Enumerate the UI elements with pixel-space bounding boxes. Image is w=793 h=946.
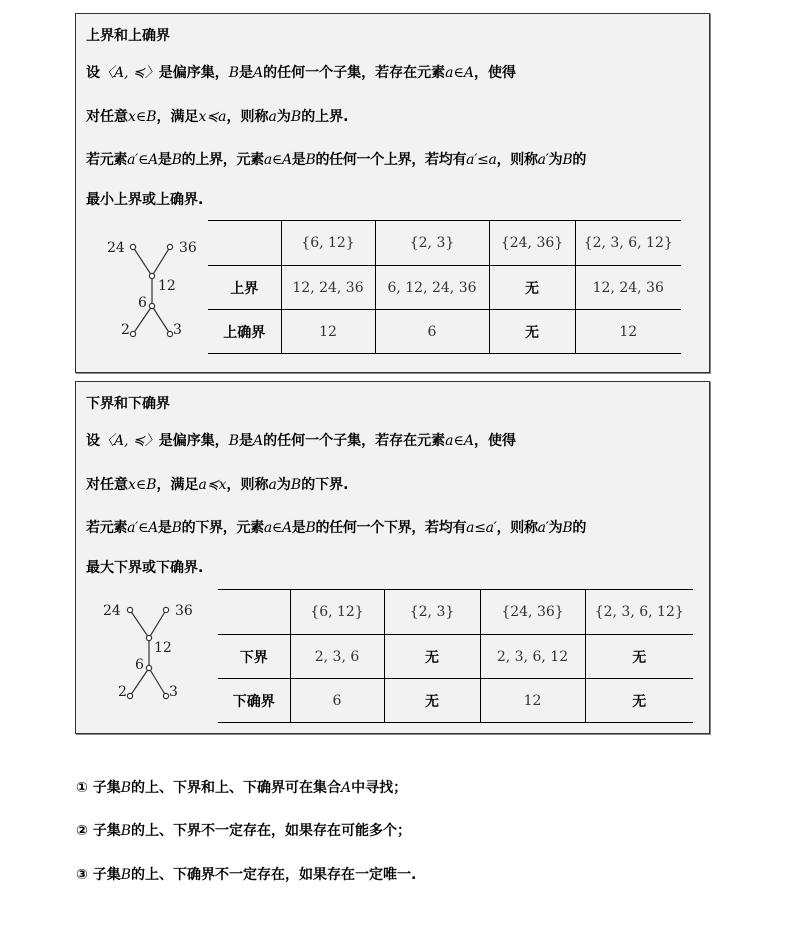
table-cell: 6 [290,679,384,723]
text: 的任何一个上界，若均有 [315,152,467,168]
table-header-cell [208,221,281,266]
math: B [171,152,182,168]
text: ，使得 [474,433,516,449]
math: a≼x [198,477,227,493]
table-row [208,310,681,354]
node-label: 36 [179,240,197,256]
text: 的上、下界不一定存在，如果存在可能多个； [131,823,412,839]
node-label: 12 [158,278,176,294]
table-cell: 12 [480,679,585,723]
math: a [268,109,277,125]
text: 的上界，元素 [181,152,264,168]
table-cell: 无 [585,635,693,679]
text: ，则称 [496,152,538,168]
text: 的上界. [301,109,349,125]
hasse-edge [133,247,152,276]
math: x∈B [128,477,157,493]
math: a′≤a [466,152,497,168]
text: 对任意 [86,477,128,493]
hasse-node [127,607,132,612]
math: A [253,65,264,81]
hasse-node [149,273,154,278]
hasse-edge [149,668,166,696]
note-item [76,777,407,797]
table-cell: 12 [575,310,681,354]
hasse-node [146,665,151,670]
math: a≤a′ [466,520,497,536]
math: a∈A [445,65,474,81]
math: B [171,520,182,536]
definition-line-4: 最大下界或下确界. [86,560,204,576]
math: a∈A [263,152,292,168]
table-cell: 2, 3, 6 [290,635,384,679]
table-cell: 6, 12, 24, 36 [375,266,489,310]
node-label: 24 [103,603,121,619]
math: B [305,152,316,168]
table-cell: 无 [489,310,575,354]
table-header-cell: {2, 3} [375,221,489,266]
math: B [290,109,302,125]
table-header-cell: {2, 3, 6, 12} [575,221,681,266]
hasse-edge [152,306,170,334]
table-cell: 2, 3, 6, 12 [480,635,585,679]
math: a∈A [263,520,292,536]
text: 设 [86,65,100,81]
text: 的任何一个子集，若存在元素 [263,433,446,449]
table-cell: 12, 24, 36 [281,266,375,310]
definition-line-3 [86,519,586,537]
table-header-cell: {24, 36} [480,590,585,635]
table-header-cell: {24, 36} [489,221,575,266]
math: a′ [537,520,549,536]
circled-number: ② [76,823,88,839]
table-row [208,266,681,310]
hasse-node [163,693,168,698]
table-cell: 12, 24, 36 [575,266,681,310]
table-header-cell: {6, 12} [290,590,384,635]
hasse-node [127,693,132,698]
text: ，则称 [226,109,269,125]
text: ，满足 [156,477,199,493]
text: 为 [276,109,291,125]
text: 是偏序集， [158,433,229,449]
definition-line-2 [86,476,349,494]
text: 的任何一个下界，若均有 [315,520,467,536]
hasse-node [130,331,135,336]
node-label: 12 [154,640,172,656]
hasse-diagram [101,236,211,356]
text: 是 [239,433,254,449]
text: 子集 [92,867,121,883]
node-label: 24 [107,240,125,256]
text: 为 [548,520,563,536]
math: B [305,520,316,536]
definition-line-3 [86,151,586,169]
math: B [120,823,132,839]
text: 是 [157,520,172,536]
math: A [341,780,352,796]
hasse-node [163,607,168,612]
math: a [268,477,277,493]
definition-line-1 [86,432,516,450]
text: 设 [86,433,100,449]
node-label: 6 [138,295,147,311]
text: 中寻找； [351,780,408,796]
math: 〈A, ≼〉 [100,433,159,449]
math: x∈B [128,109,157,125]
math: a′∈A [127,520,158,536]
text: 为 [276,477,291,493]
node-label: 2 [121,322,130,338]
hasse-node [130,244,135,249]
text: 子集 [92,823,121,839]
row-label: 上确界 [208,310,281,354]
text: 是 [157,152,172,168]
hasse-node [167,244,172,249]
text: 的 [572,520,587,536]
text: 子集 [92,780,121,796]
math: a′ [537,152,549,168]
text: 若元素 [86,152,128,168]
table-cell: 无 [585,679,693,723]
node-label: 2 [118,684,127,700]
section-title: 上界和上确界 [86,28,170,44]
math: B [120,867,132,883]
hasse-edge [152,247,170,276]
table-header-cell [218,590,290,635]
circled-number: ① [76,780,88,796]
math: a∈A [445,433,474,449]
math: B [290,477,302,493]
math: x≼a [198,109,227,125]
definition-line-4: 最小上界或上确界. [86,192,204,208]
text: 是偏序集， [158,65,229,81]
definition-line-1 [86,64,516,82]
math: B [228,65,240,81]
table-header-row [208,221,681,266]
text: 的下界，元素 [181,520,264,536]
text: ，使得 [474,65,516,81]
circled-number: ③ [76,867,88,883]
hasse-node [149,303,154,308]
math: B [562,520,573,536]
upper-bound-section [75,13,710,373]
hasse-node [146,635,151,640]
table-header-row [218,590,693,635]
math: B [120,780,132,796]
node-label: 36 [175,603,193,619]
definition-line-2 [86,108,349,126]
text: 是 [291,152,306,168]
hasse-diagram [98,599,208,719]
text: ，满足 [156,109,199,125]
table-header-cell: {2, 3} [384,590,480,635]
node-label: 3 [173,322,182,338]
math: a′∈A [127,152,158,168]
math: B [562,152,573,168]
row-label: 下确界 [218,679,290,723]
table-row [218,679,693,723]
math: A [253,433,264,449]
node-label: 3 [169,684,178,700]
lower-bound-section [75,381,710,734]
text: ，则称 [496,520,538,536]
text: 的上、下确界不一定存在，如果存在一定唯一. [131,867,417,883]
table-header-cell: {2, 3, 6, 12} [585,590,693,635]
table-cell: 无 [489,266,575,310]
text: 对任意 [86,109,128,125]
note-item [76,820,411,840]
text: 是 [291,520,306,536]
note-item [76,864,416,884]
text: 是 [239,65,254,81]
table-cell: 12 [281,310,375,354]
math: B [228,433,240,449]
text: 若元素 [86,520,128,536]
text: ，则称 [226,477,269,493]
hasse-edge [149,610,166,638]
text: 的下界. [301,477,349,493]
text: 的任何一个子集，若存在元素 [263,65,446,81]
row-label: 上界 [208,266,281,310]
row-label: 下界 [218,635,290,679]
text: 的 [572,152,587,168]
text: 的上、下界和上、下确界可在集合 [131,780,342,796]
section-title: 下界和下确界 [86,396,170,412]
hasse-edge [130,610,149,638]
text: 为 [548,152,563,168]
table-cell: 无 [384,679,480,723]
node-label: 6 [135,657,144,673]
lower-bound-table [218,589,693,723]
hasse-node [167,331,172,336]
upper-bound-table [208,220,681,354]
math: 〈A, ≼〉 [100,65,159,81]
table-cell: 6 [375,310,489,354]
table-cell: 无 [384,635,480,679]
table-header-cell: {6, 12} [281,221,375,266]
table-row [218,635,693,679]
